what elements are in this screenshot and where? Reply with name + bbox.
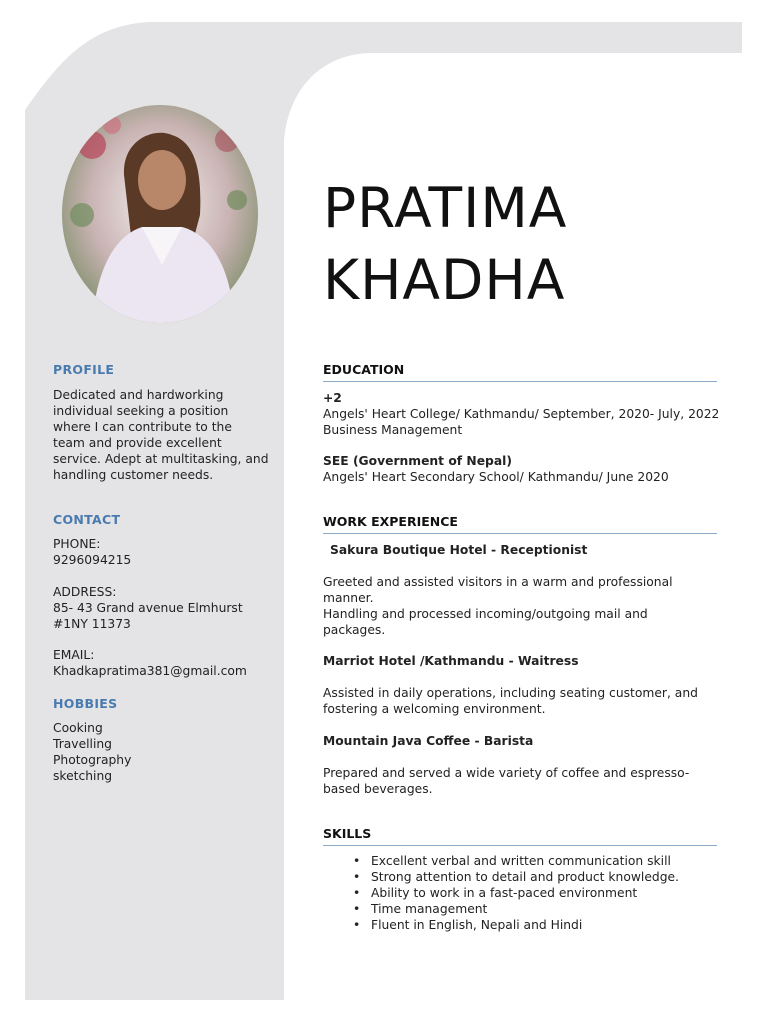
phone-label: PHONE:	[53, 537, 101, 551]
work-heading: WORK EXPERIENCE	[323, 514, 717, 534]
phone-number: 9296094215	[53, 553, 132, 567]
hobby-item: Travelling	[53, 737, 112, 751]
address-line-2: #1NY 11373	[53, 617, 131, 631]
hobbies-heading: HOBBIES	[53, 696, 118, 711]
last-name: KHADHA	[323, 248, 566, 312]
education-field: Business Management	[323, 423, 463, 437]
education-entry	[323, 390, 719, 438]
profile-heading: PROFILE	[53, 362, 115, 377]
skill-item: • Ability to work in a fast-paced environment	[353, 885, 679, 901]
address-label: ADDRESS:	[53, 585, 117, 599]
profile-text: Dedicated and hardworking individual seeking a position where I can contribute to the team and provide excellent service. Adept at multitasking, and handling customer needs.	[53, 388, 269, 482]
skill-item: • Fluent in English, Nepali and Hindi	[353, 917, 679, 933]
profile-photo	[62, 105, 258, 323]
skills-heading: SKILLS	[323, 826, 717, 846]
education-title: SEE (Government of Nepal)	[323, 454, 512, 468]
job-description: Prepared and served a wide variety of coffee and espresso- based beverages.	[323, 766, 690, 796]
education-detail: Angels' Heart College/ Kathmandu/ September, 2020- July, 2022	[323, 407, 720, 421]
address-line-1: 85- 43 Grand avenue Elmhurst	[53, 601, 243, 615]
education-entry	[323, 453, 669, 485]
job-description: Greeted and assisted visitors in a warm and professional manner. Handling and processed incoming/outgoing mail and packages.	[323, 575, 673, 637]
skill-item: • Excellent verbal and written communication skill	[353, 853, 679, 869]
education-heading: EDUCATION	[323, 362, 717, 382]
education-detail: Angels' Heart Secondary School/ Kathmandu/ June 2020	[323, 470, 669, 484]
hobby-item: Photography	[53, 753, 132, 767]
email-address: Khadkapratima381@gmail.com	[53, 664, 247, 678]
job-title: Marriot Hotel /Kathmandu - Waitress	[323, 654, 579, 668]
hobbies-list	[53, 720, 131, 784]
job-title: Mountain Java Coffee - Barista	[323, 734, 534, 748]
phone-block	[53, 536, 131, 568]
email-block	[53, 647, 247, 679]
skills-list	[353, 853, 679, 933]
skill-item: • Time management	[353, 901, 679, 917]
address-block	[53, 584, 243, 632]
education-title: +2	[323, 391, 342, 405]
skill-item: • Strong attention to detail and product knowledge.	[353, 869, 679, 885]
first-name: PRATIMA	[323, 176, 568, 240]
job-title: Sakura Boutique Hotel - Receptionist	[330, 543, 588, 557]
job-description: Assisted in daily operations, including seating customer, and fostering a welcoming environment.	[323, 686, 698, 716]
email-label: EMAIL:	[53, 648, 95, 662]
hobby-item: Cooking	[53, 721, 103, 735]
candidate-name	[323, 172, 567, 316]
contact-heading: CONTACT	[53, 512, 121, 527]
hobby-item: sketching	[53, 769, 113, 783]
